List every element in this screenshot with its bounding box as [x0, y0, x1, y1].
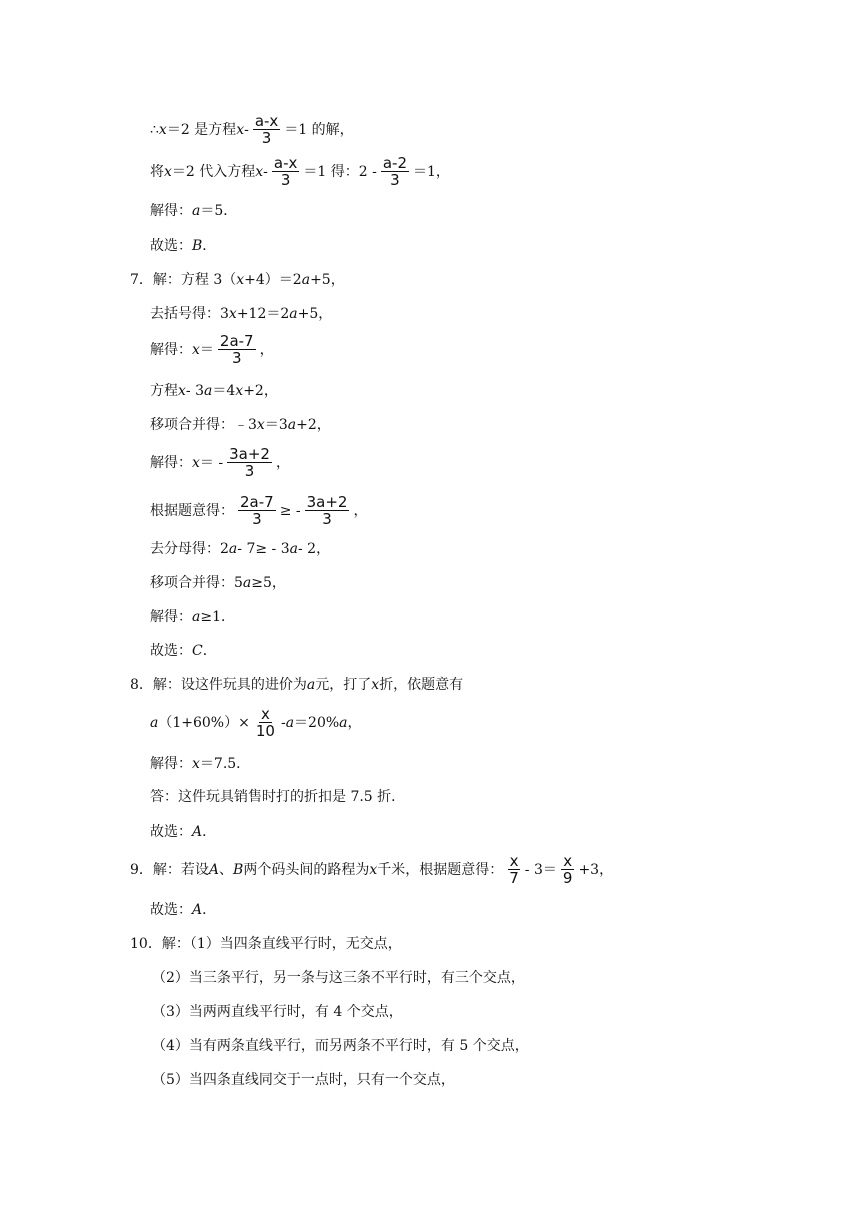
s7-line-6 — [150, 446, 290, 479]
var: x — [164, 163, 172, 180]
text: ． — [202, 902, 217, 918]
var: x — [256, 417, 265, 433]
fraction — [238, 494, 276, 527]
s8-line-4 — [150, 790, 405, 804]
text: +2， — [243, 383, 278, 399]
text: （2）当三条平行，另一条与这三条不平行时，有三个交点， — [152, 970, 525, 986]
s7-line-3 — [150, 333, 274, 366]
text: ≥ - — [279, 502, 301, 519]
text: ＝ - — [199, 454, 224, 471]
text: 7．解：方程 3（ — [130, 272, 237, 288]
var: x — [192, 756, 200, 772]
text: - 3＝ — [524, 861, 557, 878]
text: ＝1 得：2 - — [303, 163, 377, 180]
text: ＝7.5． — [199, 756, 251, 772]
text: 答：这件玩具销售时打的折扣是 7.5 折． — [150, 789, 406, 805]
var: B — [233, 861, 244, 878]
text: 10．解：（1）当四条直线平行时，无交点， — [130, 936, 402, 952]
s8-line-2 — [150, 706, 362, 739]
text: ， — [353, 502, 368, 519]
s10-line-2 — [152, 971, 525, 985]
text: 去括号得：3 — [150, 306, 229, 322]
s7-line-5 — [150, 418, 331, 432]
text: 千米，根据题意得： — [377, 861, 504, 878]
text: ， — [259, 341, 274, 358]
text: - — [280, 714, 286, 731]
fraction — [218, 333, 256, 366]
text: 故选： — [150, 902, 192, 918]
text: 故选： — [150, 238, 192, 254]
numerator: 3a+2 — [306, 493, 348, 511]
denominator: 3 — [280, 171, 291, 189]
text: ≥5， — [251, 575, 286, 591]
numerator: 3a+2 — [229, 445, 270, 463]
s7-line-2 — [150, 307, 332, 321]
text: ＝5． — [200, 203, 238, 219]
text: - 3 — [185, 383, 204, 399]
text: ． — [202, 643, 217, 659]
s6-line-2 — [150, 155, 450, 188]
fraction — [561, 853, 575, 886]
denominator: 3 — [231, 349, 242, 367]
denominator: 3 — [244, 462, 255, 480]
var: x — [235, 383, 244, 399]
var: a — [242, 575, 252, 591]
text: - 7≥ - 3 — [237, 541, 290, 557]
text: ＝1 的解， — [284, 121, 354, 138]
var: x — [192, 454, 200, 471]
var: a — [287, 417, 297, 433]
text: （1+60%）× — [158, 714, 250, 731]
text: +5， — [310, 272, 345, 288]
var: a — [150, 714, 159, 731]
denominator: 3 — [322, 510, 332, 528]
s7-line-8 — [150, 542, 330, 556]
text: 方程 — [150, 383, 178, 399]
var: a — [204, 383, 213, 399]
text: 9．解：若设 — [130, 861, 209, 878]
text: ． — [202, 824, 217, 840]
fraction — [305, 494, 350, 527]
var: C — [192, 643, 203, 659]
numerator: a-x — [254, 112, 279, 130]
denominator: 9 — [562, 869, 573, 887]
text: ． — [202, 238, 217, 254]
var: x — [178, 383, 186, 399]
numerator: 2a-7 — [219, 332, 254, 350]
text: ＝2 是方程 — [166, 121, 237, 138]
fraction — [507, 853, 521, 886]
text: ＝1， — [413, 163, 450, 180]
var: x — [236, 121, 245, 138]
text: 去分母得：2 — [150, 541, 229, 557]
s10-line-1 — [130, 937, 402, 951]
text: 故选： — [150, 643, 192, 659]
var: a — [192, 203, 201, 219]
numerator: a-x — [273, 154, 298, 172]
s10-line-5 — [152, 1073, 455, 1087]
var: a — [339, 714, 348, 731]
text: +3， — [578, 861, 614, 878]
text: ≥1． — [200, 609, 235, 625]
fraction — [227, 446, 272, 479]
var: x — [192, 341, 200, 358]
s9-line-1 — [130, 853, 613, 886]
var: x — [158, 121, 167, 138]
text: ＝ — [199, 341, 214, 358]
text: 故选： — [150, 824, 192, 840]
text: ＝4 — [212, 383, 236, 399]
s7-line-7 — [150, 494, 367, 527]
s6-line-3 — [150, 204, 237, 218]
text: 解得： — [150, 203, 192, 219]
numerator: 2a-7 — [240, 493, 274, 511]
var: x — [236, 272, 245, 288]
numerator: x — [260, 705, 270, 723]
var: a — [289, 541, 298, 557]
text: +4）＝2 — [244, 272, 302, 288]
denominator: 3 — [261, 129, 272, 147]
s10-line-4 — [152, 1039, 529, 1053]
text: 根据题意得： — [150, 502, 234, 519]
text: 两个码头间的路程为 — [243, 861, 370, 878]
var: a — [192, 609, 201, 625]
text: 将 — [150, 163, 164, 180]
text: 移项合并得：5 — [150, 575, 243, 591]
s8-line-3 — [150, 757, 250, 771]
var: a — [228, 541, 238, 557]
text: （5）当四条直线同交于一点时，只有一个交点， — [152, 1072, 455, 1088]
text: - — [244, 121, 249, 138]
text: ， — [347, 714, 362, 731]
text: （3）当两两直线平行时，有 4 个交点， — [152, 1004, 403, 1020]
var: A — [192, 902, 203, 918]
s7-line-11 — [150, 644, 217, 658]
text: ＝2 代入方程 — [171, 163, 256, 180]
text: +5， — [297, 306, 333, 322]
numerator: a-2 — [382, 154, 407, 172]
s7-line-9 — [150, 576, 286, 590]
s8-line-5 — [150, 825, 216, 839]
s10-line-3 — [152, 1005, 403, 1019]
var: x — [371, 677, 380, 693]
var: a — [289, 306, 298, 322]
text: - 2， — [298, 541, 331, 557]
s7-line-10 — [150, 610, 235, 624]
fraction — [381, 155, 409, 188]
var: A — [208, 861, 220, 878]
s6-line-4 — [150, 239, 216, 253]
fraction — [253, 113, 280, 146]
text: 元，打了 — [315, 677, 372, 693]
text: +2， — [296, 417, 331, 433]
text: （4）当有两条直线平行，而另两条不平行时，有 5 个交点， — [152, 1038, 529, 1054]
var: x — [228, 306, 237, 322]
text: 解得： — [150, 756, 192, 772]
denominator: 7 — [509, 869, 519, 887]
text: +12＝2 — [236, 306, 290, 322]
text: 移项合并得：﹣3 — [150, 417, 257, 433]
text: ， — [275, 454, 290, 471]
text: 解得： — [150, 454, 192, 471]
var: a — [301, 272, 311, 288]
therefore-symbol: ∴ — [150, 121, 159, 138]
text: 解得： — [150, 341, 192, 358]
s9-line-2 — [150, 903, 216, 917]
var: B — [192, 238, 203, 254]
var: a — [306, 677, 316, 693]
s6-line-1 — [150, 113, 354, 146]
text: 折，依题意有 — [379, 677, 464, 693]
denominator: 3 — [252, 510, 262, 528]
text: ＝3 — [264, 417, 288, 433]
var: x — [369, 861, 378, 878]
numerator: x — [509, 852, 519, 870]
s8-line-1 — [130, 678, 463, 692]
numerator: x — [563, 852, 573, 870]
var: a — [285, 714, 295, 731]
var: A — [192, 824, 203, 840]
text: ＝20% — [294, 714, 340, 731]
text: 8．解：设这件玩具的进价为 — [130, 677, 307, 693]
fraction — [272, 155, 299, 188]
denominator: 3 — [390, 171, 400, 189]
s7-line-4 — [150, 384, 278, 398]
var: x — [255, 163, 264, 180]
denominator: 10 — [255, 722, 275, 740]
text: 解得： — [150, 609, 192, 625]
text: - — [263, 163, 268, 180]
text: 、 — [219, 861, 234, 878]
fraction — [254, 706, 277, 739]
s7-line-1 — [130, 273, 345, 287]
